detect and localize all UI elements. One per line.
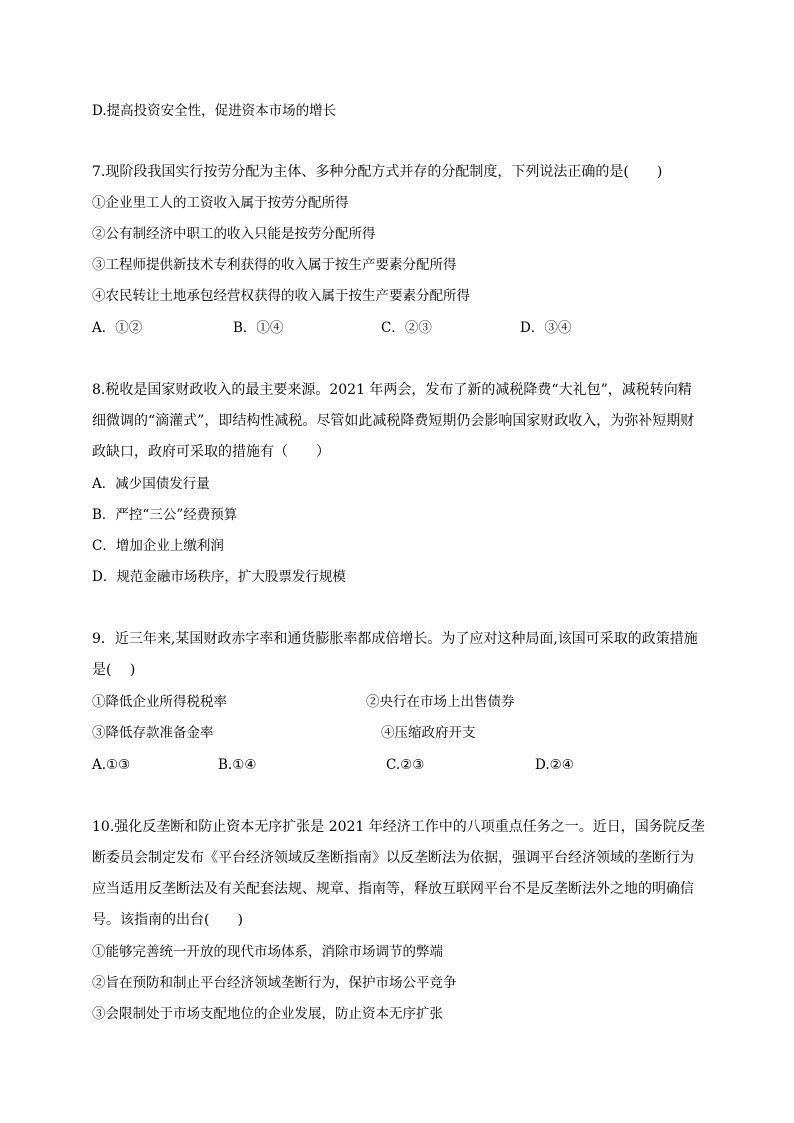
q8-choice-d: D．规范金融市场秩序，扩大股票发行规模 [92,569,346,585]
q10-statement-1: ①能够完善统一开放的现代市场体系，消除市场调节的弊端 [92,944,443,960]
q7-statement-2: ②公有制经济中职工的收入只能是按劳分配所得 [92,226,376,242]
q7-choice-b: B．①④ [233,320,284,336]
q9-statement-3: ③降低存款准备金率 [92,725,214,741]
q8-choice-c: C．增加企业上缴利润 [92,538,224,554]
q7-statement-3: ③工程师提供新技术专利获得的收入属于按生产要素分配所得 [92,257,457,273]
q8-stem-line-2: 细微调的“滴灌式”，即结构性减税。尽管如此减税降费短期仍会影响国家财政收入，为弥补短期财 [92,413,695,429]
q10-stem-line-4: 号。该指南的出台( ) [92,912,243,928]
q6-option-d: D.提高投资安全性，促进资本市场的增长 [92,103,337,119]
q8-choice-a: A．减少国债发行量 [92,476,210,492]
q7-choice-a: A．①② [92,320,143,336]
q8-choice-b: B．严控“三公”经费预算 [92,507,238,523]
q9-stem-line-1: 9．近三年来,某国财政赤字率和通货膨胀率都成倍增长。为了应对这种局面,该国可采取的政策措施 [92,631,698,647]
q9-stem-line-2: 是( ) [92,662,136,678]
q8-stem-line-3: 政缺口，政府可采取的措施有（ ） [92,444,330,460]
q10-stem-line-2: 断委员会制定发布《平台经济领域反垄断指南》以反垄断法为依据，强调平台经济领域的垄断行为 [92,850,694,866]
q8-stem-line-1: 8.税收是国家财政收入的最主要来源。2021 年两会，发布了新的减税降费“大礼包”，减税转向精 [92,382,692,398]
q9-statement-1: ①降低企业所得税税率 [92,694,227,710]
q7-statement-4: ④农民转让土地承包经营权获得的收入属于按生产要素分配所得 [92,288,470,304]
q10-stem-line-1: 10.强化反垄断和防止资本无序扩张是 2021 年经济工作中的八项重点任务之一。近日，国务院反垄 [92,819,705,835]
q7-choice-d: D．③④ [520,320,572,336]
q7-choice-c: C．②③ [381,320,432,336]
q7-stem: 7.现阶段我国实行按劳分配为主体、多种分配方式并存的分配制度，下列说法正确的是( ) [92,164,663,180]
q9-statement-2: ②央行在市场上出售债券 [366,694,515,710]
q7-statement-1: ①企业里工人的工资收入属于按劳分配所得 [92,195,349,211]
q9-choice-a: A.①③ [92,757,131,773]
q9-statement-4: ④压缩政府开支 [381,725,476,741]
q9-choice-b: B.①④ [218,757,257,773]
q10-statement-3: ③会限制处于市场支配地位的企业发展，防止资本无序扩张 [92,1006,443,1022]
q9-choice-d: D.②④ [535,757,574,773]
q9-choice-c: C.②③ [386,757,425,773]
q10-statement-2: ②旨在预防和制止平台经济领域垄断行为，保护市场公平竞争 [92,975,457,991]
q10-stem-line-3: 应当适用反垄断法及有关配套法规、规章、指南等，释放互联网平台不是反垄断法外之地的明确信 [92,881,694,897]
